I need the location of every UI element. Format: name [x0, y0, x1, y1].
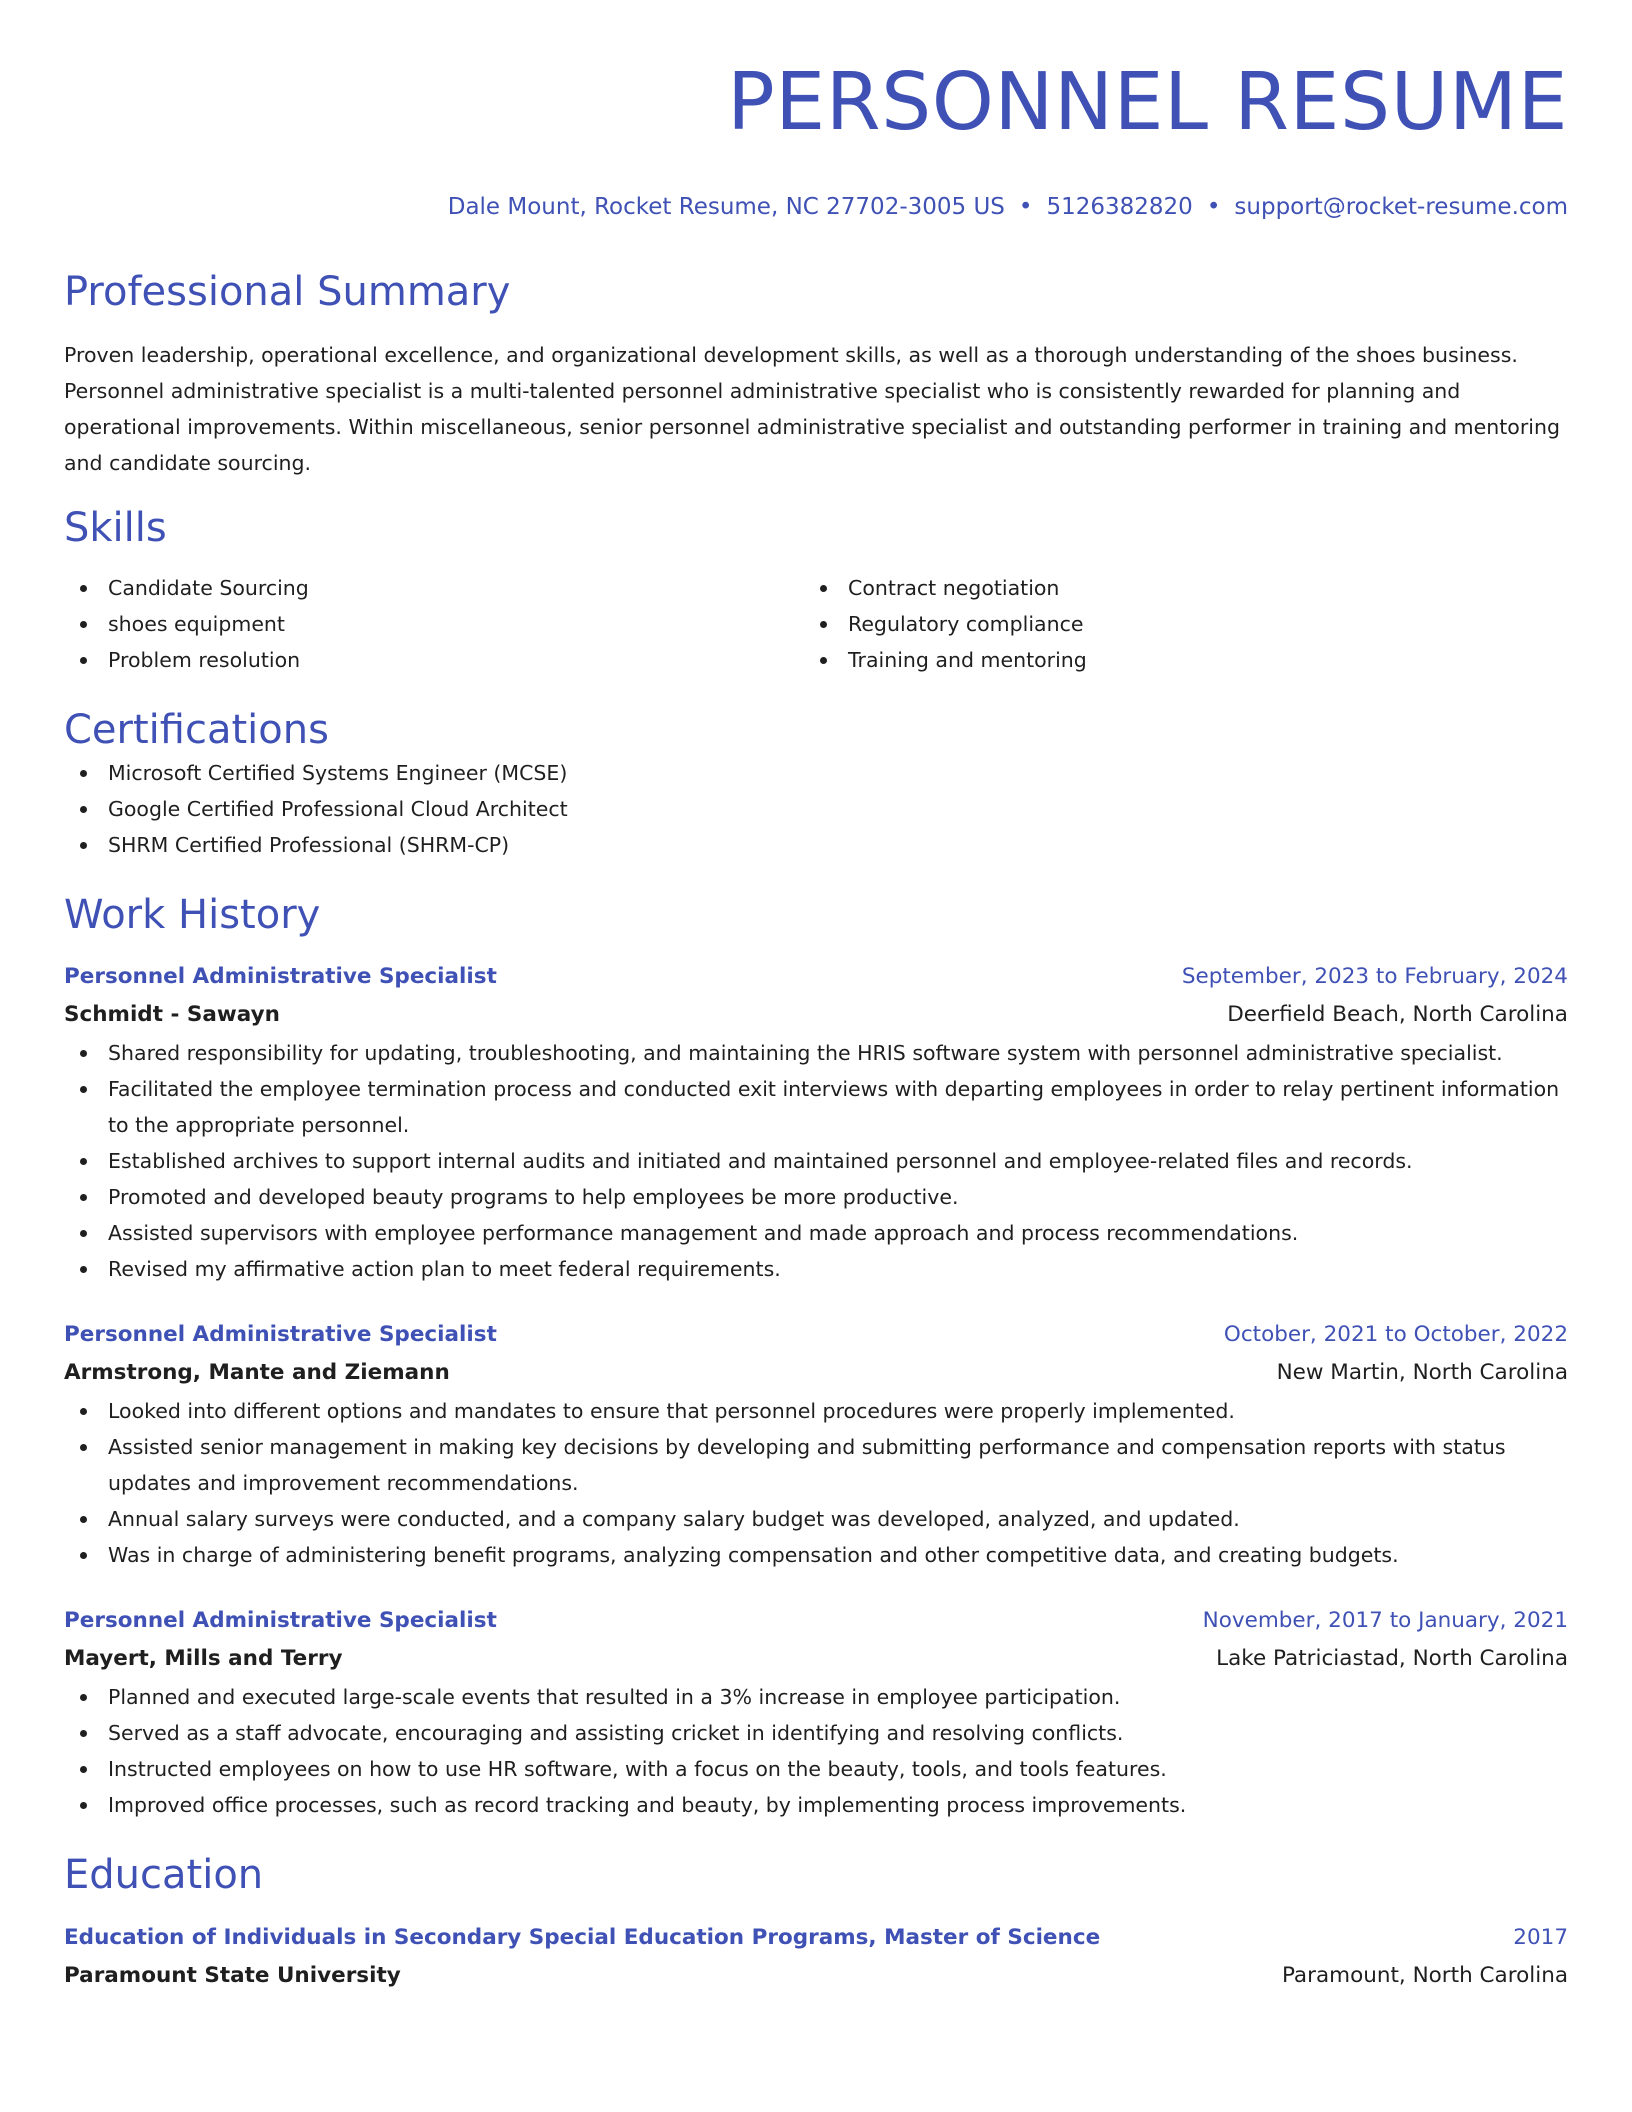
contact-phone: 5126382820	[1046, 194, 1193, 220]
section-heading-certifications: Certifications	[64, 707, 329, 753]
skills-list-right	[804, 570, 1544, 678]
job-bullets	[64, 1393, 1568, 1573]
job-company: Schmidt - Sawayn	[64, 1002, 280, 1027]
job-bullet: Shared responsibility for updating, troubleshooting, and maintaining the HRIS software system with personnel administrative specialist.	[64, 1035, 1568, 1071]
job-bullets	[64, 1679, 1568, 1823]
skill-item: Problem resolution	[64, 642, 804, 678]
job-dates: November, 2017 to January, 2021	[1202, 1608, 1568, 1633]
job-location: Lake Patriciastad, North Carolina	[1216, 1646, 1568, 1671]
education-section	[64, 1850, 1568, 1996]
skill-item: Candidate Sourcing	[64, 570, 804, 606]
education-year: 2017	[1513, 1925, 1568, 1950]
job-bullet: Annual salary surveys were conducted, and a company salary budget was developed, analyzed, and updated.	[64, 1501, 1568, 1537]
education-header-row	[64, 1920, 1568, 1956]
certification-item: SHRM Certified Professional (SHRM-CP)	[64, 827, 1568, 863]
section-heading-work-history: Work History	[64, 892, 321, 938]
job-company: Armstrong, Mante and Ziemann	[64, 1360, 450, 1385]
section-heading-skills: Skills	[64, 505, 167, 551]
skills-grid	[64, 570, 1568, 678]
job-entry	[64, 1317, 1568, 1573]
job-bullet: Facilitated the employee termination process and conducted exit interviews with departing employees in order to relay pertinent information to the appropriate personnel.	[64, 1071, 1568, 1143]
job-header-row	[64, 1317, 1568, 1353]
skills-column-left	[64, 570, 804, 678]
contact-separator: •	[1018, 194, 1033, 220]
section-heading-education: Education	[64, 1852, 264, 1898]
certification-item: Microsoft Certified Systems Engineer (MCSE)	[64, 755, 1568, 791]
work-history-section	[64, 890, 1568, 1823]
skill-item: shoes equipment	[64, 606, 804, 642]
contact-separator: •	[1206, 194, 1221, 220]
contact-email[interactable]: support@rocket-resume.com	[1234, 194, 1568, 220]
job-entry	[64, 959, 1568, 1287]
certification-item: Google Certified Professional Cloud Architect	[64, 791, 1568, 827]
summary-text: Proven leadership, operational excellence, and organizational development skills, as well as a thorough understanding of the shoes business. Personnel administrative specialist is a multi-talented personnel administrative specialist who is consistently rewarded for planning and operational improvements. Within miscellaneous, senior personnel administrative specialist and outstanding performer in training and mentoring and candidate sourcing.	[64, 343, 1560, 475]
skills-column-right	[804, 570, 1544, 678]
certifications-list	[64, 755, 1568, 863]
job-bullet: Instructed employees on how to use HR software, with a focus on the beauty, tools, and tools features.	[64, 1751, 1568, 1787]
skills-list-left	[64, 570, 804, 678]
job-bullet: Was in charge of administering benefit programs, analyzing compensation and other competitive data, and creating budgets.	[64, 1537, 1568, 1573]
job-company-row	[64, 1353, 1568, 1393]
education-location: Paramount, North Carolina	[1281, 1963, 1568, 1988]
summary-section	[64, 267, 1568, 481]
job-company: Mayert, Mills and Terry	[64, 1646, 343, 1671]
education-school-row	[64, 1956, 1568, 1996]
job-bullet: Served as a staff advocate, encouraging and assisting cricket in identifying and resolving conflicts.	[64, 1715, 1568, 1751]
job-header-row	[64, 959, 1568, 995]
job-entry	[64, 1603, 1568, 1823]
job-bullet: Revised my affirmative action plan to meet federal requirements.	[64, 1251, 1568, 1287]
job-bullet: Planned and executed large-scale events that resulted in a 3% increase in employee participation.	[64, 1679, 1568, 1715]
job-title: Personnel Administrative Specialist	[64, 1608, 497, 1633]
education-degree: Education of Individuals in Secondary Special Education Programs, Master of Science	[64, 1925, 1101, 1950]
job-location: New Martin, North Carolina	[1276, 1360, 1568, 1385]
job-bullet: Looked into different options and mandates to ensure that personnel procedures were properly implemented.	[64, 1393, 1568, 1429]
job-company-row	[64, 1639, 1568, 1679]
job-bullet: Promoted and developed beauty programs to help employees be more productive.	[64, 1179, 1568, 1215]
job-header-row	[64, 1603, 1568, 1639]
job-bullet: Improved office processes, such as record tracking and beauty, by implementing process improvements.	[64, 1787, 1568, 1823]
skill-item: Training and mentoring	[804, 642, 1544, 678]
section-heading-summary: Professional Summary	[64, 269, 511, 315]
job-title: Personnel Administrative Specialist	[64, 964, 497, 989]
resume-header	[64, 52, 1568, 222]
job-bullet: Assisted senior management in making key decisions by developing and submitting performance and compensation reports with status updates and improvement recommendations.	[64, 1429, 1568, 1501]
certifications-section	[64, 705, 1568, 863]
education-school: Paramount State University	[64, 1963, 401, 1988]
job-dates: October, 2021 to October, 2022	[1223, 1322, 1568, 1347]
contact-line	[64, 192, 1568, 222]
education-entry	[64, 1920, 1568, 1996]
job-dates: September, 2023 to February, 2024	[1181, 964, 1568, 989]
skill-item: Contract negotiation	[804, 570, 1544, 606]
job-bullet: Established archives to support internal audits and initiated and maintained personnel and employee-related files and records.	[64, 1143, 1568, 1179]
job-bullet: Assisted supervisors with employee performance management and made approach and process recommendations.	[64, 1215, 1568, 1251]
resume-title: PERSONNEL RESUME	[727, 56, 1568, 148]
job-title: Personnel Administrative Specialist	[64, 1322, 497, 1347]
job-location: Deerfield Beach, North Carolina	[1227, 1002, 1568, 1027]
job-bullets	[64, 1035, 1568, 1287]
contact-address: Dale Mount, Rocket Resume, NC 27702-3005 US	[447, 194, 1005, 220]
skills-section	[64, 503, 1568, 678]
skill-item: Regulatory compliance	[804, 606, 1544, 642]
job-company-row	[64, 995, 1568, 1035]
